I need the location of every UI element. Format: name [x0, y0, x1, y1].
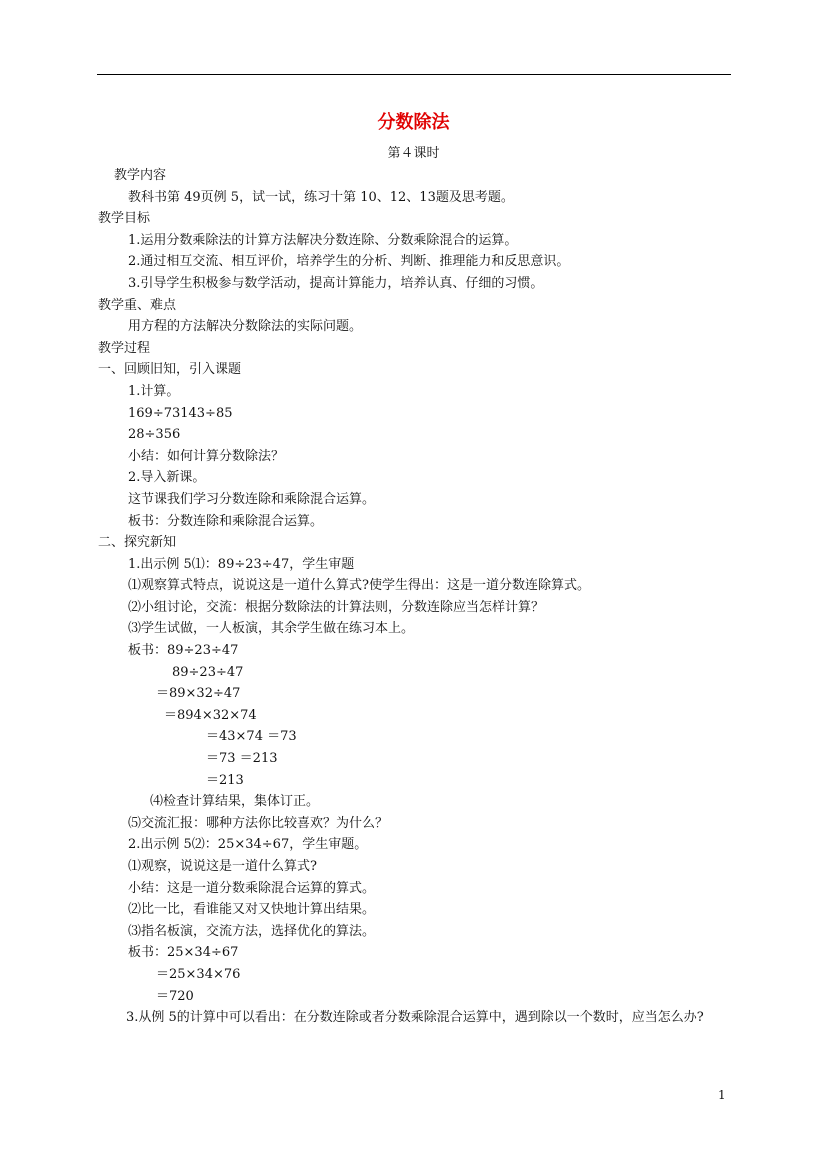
text-line: ⑵小组讨论，交流：根据分数除法的计算法则，分数连除应当怎样计算？ — [128, 599, 545, 615]
text-paragraph: 3.从例 5的计算中可以看出：在分数连除或者分数乘除混合运算中，遇到除以一个数时，应当怎么办? — [126, 1010, 704, 1026]
text-line: ＝720 — [156, 988, 194, 1004]
text-line: ＝89×32÷47 — [156, 686, 241, 702]
text-line: 教学过程 — [98, 340, 151, 356]
text-line: ⑴观察算式特点，说说这是一道什么算式?使学生得出：这是一道分数连除算式。 — [128, 578, 590, 594]
text-line: 二、探究新知 — [98, 535, 177, 551]
text-line: ⑴观察，说说这是一道什么算式? — [128, 859, 317, 874]
text-line: 28÷356 — [128, 427, 181, 443]
text-line: 169÷73143÷85 — [128, 405, 233, 421]
text-line: ⑶学生试做，一人板演，其余学生做在练习本上。 — [128, 621, 415, 637]
text-line: 2.出示例 5⑵：25×34÷67，学生审题。 — [128, 837, 368, 853]
text-line: 89÷23÷47 — [172, 664, 244, 680]
text-line: 这节课我们学习分数连除和乘除混合运算。 — [128, 491, 376, 507]
text-line: ＝73 ＝213 — [206, 751, 278, 767]
text-line: 2.通过相互交流、相互评价，培养学生的分析、判断、推理能力和反思意识。 — [128, 254, 570, 270]
text-line: 1.出示例 5⑴：89÷23÷47，学生审题 — [128, 556, 355, 572]
text-line: ＝25×34×76 — [156, 966, 241, 982]
text-line: 1.运用分数乘除法的计算方法解决分数连除、分数乘除混合的运算。 — [128, 232, 518, 248]
text-line: ⑵比一比，看谁能又对又快地计算出结果。 — [128, 902, 376, 918]
document-body — [98, 165, 730, 1029]
text-line: 小结：这是一道分数乘除混合运算的算式。 — [128, 880, 376, 896]
text-line: 板书：25×34÷67 — [128, 945, 239, 961]
lesson-number: 第４课时 — [387, 146, 440, 161]
text-line: ＝43×74 ＝73 — [206, 729, 297, 745]
text-line: 板书：分数连除和乘除混合运算。 — [128, 513, 324, 529]
text-line: 教学目标 — [98, 211, 151, 227]
text-line: 教科书第 49页例 5，试一试，练习十第 10、12、13题及思考题。 — [128, 189, 514, 205]
page-title: 分数除法 — [377, 112, 450, 133]
text-line: 小结：如何计算分数除法？ — [128, 448, 285, 464]
text-line: 用方程的方法解决分数除法的实际问题。 — [128, 319, 363, 335]
text-line: ⑷检查计算结果，集体订正。 — [150, 794, 320, 810]
text-line: ⑸交流汇报：哪种方法你比较喜欢？为什么？ — [128, 815, 389, 831]
header-rule — [97, 74, 731, 75]
text-line: 2.导入新课。 — [128, 470, 206, 486]
page-number: 1 — [718, 1088, 726, 1102]
text-line: ＝213 — [206, 772, 244, 788]
text-line: 教学内容 — [114, 168, 167, 183]
text-line: 一、回顾旧知，引入课题 — [98, 362, 242, 378]
text-line: 板书：89÷23÷47 — [128, 643, 239, 659]
text-line: 1.计算。 — [128, 383, 180, 399]
text-line: 3.引导学生积极参与数学活动，提高计算能力，培养认真、仔细的习惯。 — [128, 275, 544, 291]
text-line: ⑶指名板演，交流方法，选择优化的算法。 — [128, 923, 376, 939]
text-line: ＝894×32×74 — [164, 707, 257, 723]
text-line: 教学重、难点 — [98, 297, 177, 313]
